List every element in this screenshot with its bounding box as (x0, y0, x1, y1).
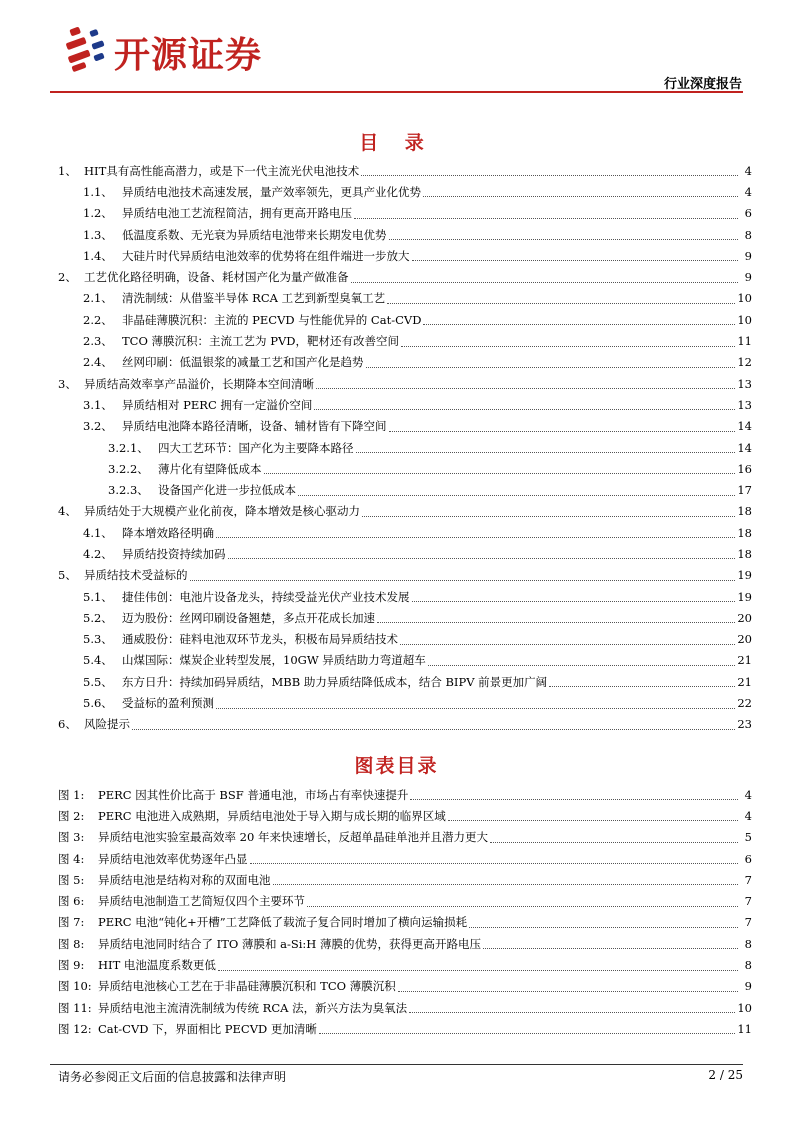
entry-number: 3.2、 (83, 419, 113, 434)
figure-entry[interactable] (58, 976, 752, 997)
toc-entry[interactable] (58, 245, 752, 266)
entry-text: 薄片化有望降低成本 (158, 461, 262, 476)
entry-text: 清洗制绒：从借鉴半导体 RCA 工艺到新型臭氧工艺 (122, 291, 386, 306)
entry-text: 异质结相对 PERC 拥有一定溢价空间 (122, 397, 313, 412)
entry-text: HIT 电池温度系数更低 (98, 958, 216, 973)
entry-page-number: 14 (737, 419, 752, 434)
entry-page-number: 22 (737, 696, 752, 711)
header-divider (50, 91, 743, 93)
dot-leader (354, 218, 738, 219)
dot-leader (401, 346, 735, 347)
figure-entry[interactable] (58, 869, 752, 890)
figure-entry[interactable] (58, 933, 752, 954)
entry-page-number: 20 (737, 632, 752, 647)
entry-number: 图 7: (58, 915, 85, 930)
dot-leader (228, 558, 736, 559)
toc-entry[interactable] (58, 352, 752, 373)
entry-number: 6、 (58, 717, 77, 732)
toc-entry[interactable] (58, 586, 752, 607)
toc-entry[interactable] (58, 607, 752, 628)
figure-entry[interactable] (58, 805, 752, 826)
figure-entry[interactable] (58, 912, 752, 933)
dot-leader (423, 196, 738, 197)
dot-leader (273, 884, 739, 885)
entry-page-number: 9 (744, 979, 752, 994)
toc-entry[interactable] (58, 224, 752, 245)
entry-text: 异质结电池实验室最高效率 20 年来快速增长，反超单晶硅单池并且潜力更大 (98, 830, 488, 845)
entry-number: 5、 (58, 568, 77, 583)
dot-leader (216, 708, 735, 709)
figure-entry[interactable] (58, 784, 752, 805)
entry-text: 异质结投资持续加码 (122, 546, 226, 561)
entry-number: 5.2、 (83, 610, 113, 625)
entry-number: 图 4: (58, 851, 85, 866)
toc-entry[interactable] (58, 671, 752, 692)
toc-entry[interactable] (58, 373, 752, 394)
toc-entry[interactable] (58, 522, 752, 543)
entry-text: 山煤国际：煤炭企业转型发展，10GW 异质结助力弯道超车 (122, 653, 426, 668)
entry-page-number: 7 (744, 872, 752, 887)
entry-number: 图 3: (58, 830, 85, 845)
toc-entry[interactable] (58, 501, 752, 522)
figure-entry[interactable] (58, 997, 752, 1018)
toc-entry[interactable] (58, 565, 752, 586)
entry-number: 1.1、 (83, 184, 113, 199)
entry-page-number: 4 (744, 808, 752, 823)
entry-number: 4、 (58, 504, 77, 519)
entry-text: 异质结技术受益标的 (84, 568, 188, 583)
entry-number: 2.1、 (83, 291, 113, 306)
dot-leader (389, 431, 736, 432)
entry-page-number: 21 (737, 674, 752, 689)
entry-page-number: 9 (744, 270, 752, 285)
figures-title: 图表目录 (354, 755, 439, 777)
entry-page-number: 19 (737, 589, 752, 604)
entry-page-number: 10 (737, 312, 752, 327)
entry-text: 异质结电池主流清洗制绒为传统 RCA 法，新兴方法为臭氧法 (98, 1000, 408, 1015)
entry-text: Cat-CVD 下，界面相比 PECVD 更加清晰 (98, 1021, 317, 1036)
entry-page-number: 7 (744, 894, 752, 909)
entry-text: 设备国产化进一步拉低成本 (158, 483, 296, 498)
toc-entry[interactable] (58, 714, 752, 735)
toc-entry[interactable] (58, 330, 752, 351)
page-header (0, 0, 793, 100)
toc-entry[interactable] (58, 650, 752, 671)
dot-leader (389, 239, 739, 240)
dot-leader (412, 260, 739, 261)
entry-number: 5.3、 (83, 632, 113, 647)
dot-leader (549, 686, 735, 687)
entry-text: 异质结处于大规模产业化前夜，降本增效是核心驱动力 (84, 504, 360, 519)
entry-page-number: 4 (744, 787, 752, 802)
entry-page-number: 18 (737, 525, 752, 540)
entry-text: 异质结电池技术高速发展，量产效率领先，更具产业化优势 (122, 184, 421, 199)
entry-number: 3.2.1、 (108, 440, 149, 455)
entry-text: 非晶硅薄膜沉积：主流的 PECVD 与性能优异的 Cat-CVD (122, 312, 422, 327)
entry-text: 异质结高效率享产品溢价，长期降本空间清晰 (84, 376, 314, 391)
dot-leader (361, 175, 738, 176)
entry-page-number: 18 (737, 546, 752, 561)
entry-page-number: 14 (737, 440, 752, 455)
entry-text: 丝网印刷：低温银浆的减量工艺和国产化是趋势 (122, 355, 364, 370)
entry-text: 异质结电池降本路径清晰，设备、辅材皆有下降空间 (122, 419, 387, 434)
entry-number: 图 5: (58, 872, 85, 887)
entry-page-number: 12 (737, 355, 752, 370)
toc-entry[interactable] (58, 394, 752, 415)
entry-page-number: 17 (737, 483, 752, 498)
dot-leader (423, 324, 735, 325)
entry-page-number: 20 (737, 610, 752, 625)
dot-leader (319, 1033, 735, 1034)
dot-leader (412, 601, 736, 602)
toc-entry[interactable] (58, 416, 752, 437)
entry-text: PERC 电池“钝化+开槽”工艺降低了载流子复合同时增加了横向运输损耗 (98, 915, 468, 930)
company-logo (64, 24, 324, 74)
dot-leader (307, 906, 738, 907)
entry-text: 异质结电池核心工艺在于非晶硅薄膜沉积和 TCO 薄膜沉积 (98, 979, 396, 994)
toc-entry[interactable] (58, 160, 752, 181)
entry-page-number: 18 (737, 504, 752, 519)
entry-page-number: 4 (744, 184, 752, 199)
entry-page-number: 8 (744, 936, 752, 951)
figures-list (58, 784, 752, 1040)
dot-leader (490, 842, 738, 843)
dot-leader (428, 665, 736, 666)
dot-leader (377, 622, 735, 623)
toc-entry[interactable] (58, 437, 752, 458)
report-type-label: 行业深度报告 (663, 77, 742, 92)
toc-entry[interactable] (58, 203, 752, 224)
toc-list (58, 160, 752, 735)
dot-leader (448, 820, 738, 821)
entry-page-number: 9 (744, 248, 752, 263)
dot-leader (132, 729, 735, 730)
dot-leader (351, 282, 739, 283)
entry-number: 4.2、 (83, 546, 113, 561)
entry-page-number: 16 (737, 461, 752, 476)
footer-disclaimer: 请务必参阅正文后面的信息披露和法律声明 (58, 1070, 287, 1084)
entry-number: 1、 (58, 163, 77, 178)
dot-leader (298, 495, 735, 496)
entry-number: 图 9: (58, 958, 85, 973)
entry-text: PERC 因其性价比高于 BSF 普通电池，市场占有率快速提升 (98, 787, 409, 802)
entry-text: 受益标的盈利预测 (122, 696, 214, 711)
entry-text: PERC 电池进入成熟期，异质结电池处于导入期与成长期的临界区域 (98, 808, 446, 823)
entry-number: 2.2、 (83, 312, 113, 327)
page-indicator: 2 / 25 (708, 1068, 743, 1082)
logo-mark-icon (64, 24, 110, 72)
entry-page-number: 10 (737, 1000, 752, 1015)
entry-number: 3.2.2、 (108, 461, 149, 476)
entry-page-number: 11 (737, 1021, 752, 1036)
entry-page-number: 11 (737, 334, 752, 349)
entry-number: 图 8: (58, 936, 85, 951)
entry-text: 风险提示 (84, 717, 130, 732)
dot-leader (362, 516, 735, 517)
entry-page-number: 4 (744, 163, 752, 178)
dot-leader (483, 948, 738, 949)
entry-page-number: 6 (744, 206, 752, 221)
dot-leader (387, 303, 735, 304)
entry-text: 迈为股份：丝网印刷设备翘楚，多点开花成长加速 (122, 610, 375, 625)
entry-text: 四大工艺环节：国产化为主要降本路径 (158, 440, 354, 455)
entry-text: 异质结电池制造工艺简短仅四个主要环节 (98, 894, 305, 909)
entry-text: 异质结电池同时结合了 ITO 薄膜和 a-Si:H 薄膜的优势，获得更高开路电压 (98, 936, 481, 951)
dot-leader (314, 409, 735, 410)
entry-text: 捷佳伟创：电池片设备龙头，持续受益光伏产业技术发展 (122, 589, 410, 604)
toc-entry[interactable] (58, 692, 752, 713)
dot-leader (264, 473, 736, 474)
dot-leader (400, 644, 735, 645)
brand-name: 开源证券 (114, 35, 263, 76)
dot-leader (356, 452, 736, 453)
entry-number: 图 2: (58, 808, 85, 823)
dot-leader (250, 863, 739, 864)
entry-number: 4.1、 (83, 525, 113, 540)
entry-page-number: 6 (744, 851, 752, 866)
entry-number: 2、 (58, 270, 77, 285)
entry-page-number: 19 (737, 568, 752, 583)
entry-text: 东方日升：持续加码异质结，MBB 助力异质结降低成本，结合 BIPV 前景更加广阔 (122, 674, 548, 689)
entry-number: 3.2.3、 (108, 483, 149, 498)
entry-page-number: 8 (744, 227, 752, 242)
entry-text: 大硅片时代异质结电池效率的优势将在组件端进一步放大 (122, 248, 410, 263)
dot-leader (216, 537, 735, 538)
entry-page-number: 21 (737, 653, 752, 668)
entry-number: 5.1、 (83, 589, 113, 604)
dot-leader (218, 970, 738, 971)
figure-entry[interactable] (58, 1018, 752, 1039)
entry-text: HIT具有高性能高潜力，或是下一代主流光伏电池技术 (84, 163, 360, 178)
toc-entry[interactable] (58, 629, 752, 650)
entry-number: 1.4、 (83, 248, 113, 263)
toc-title: 目 录 (359, 132, 434, 154)
entry-page-number: 13 (737, 376, 752, 391)
entry-number: 2.4、 (83, 355, 113, 370)
figure-entry[interactable] (58, 954, 752, 975)
entry-text: TCO 薄膜沉积：主流工艺为 PVD，靶材还有改善空间 (122, 334, 399, 349)
entry-number: 5.5、 (83, 674, 113, 689)
entry-page-number: 5 (744, 830, 752, 845)
entry-page-number: 23 (737, 717, 752, 732)
entry-page-number: 8 (744, 958, 752, 973)
entry-number: 1.2、 (83, 206, 113, 221)
figure-entry[interactable] (58, 848, 752, 869)
dot-leader (316, 388, 735, 389)
entry-page-number: 13 (737, 397, 752, 412)
entry-page-number: 7 (744, 915, 752, 930)
entry-number: 图 1: (58, 787, 85, 802)
entry-number: 图 11: (58, 1000, 92, 1015)
dot-leader (190, 580, 736, 581)
entry-number: 图 10: (58, 979, 92, 994)
entry-text: 异质结电池工艺流程简洁，拥有更高开路电压 (122, 206, 352, 221)
entry-number: 5.6、 (83, 696, 113, 711)
toc-entry[interactable] (58, 181, 752, 202)
dot-leader (469, 927, 738, 928)
entry-text: 异质结电池是结构对称的双面电池 (98, 872, 271, 887)
entry-number: 2.3、 (83, 334, 113, 349)
toc-entry[interactable] (58, 288, 752, 309)
entry-text: 异质结电池效率优势逐年凸显 (98, 851, 248, 866)
entry-text: 通威股份：硅料电池双环节龙头，积极布局异质结技术 (122, 632, 398, 647)
entry-number: 3.1、 (83, 397, 113, 412)
dot-leader (410, 799, 738, 800)
entry-number: 图 12: (58, 1021, 92, 1036)
dot-leader (398, 991, 738, 992)
dot-leader (409, 1012, 735, 1013)
toc-entry[interactable] (58, 543, 752, 564)
toc-entry[interactable] (58, 458, 752, 479)
entry-number: 5.4、 (83, 653, 113, 668)
entry-number: 图 6: (58, 894, 85, 909)
entry-number: 3、 (58, 376, 77, 391)
entry-text: 低温度系数、无光衰为异质结电池带来长期发电优势 (122, 227, 387, 242)
figure-entry[interactable] (58, 890, 752, 911)
dot-leader (366, 367, 736, 368)
toc-entry[interactable] (58, 479, 752, 500)
figure-entry[interactable] (58, 827, 752, 848)
toc-entry[interactable] (58, 309, 752, 330)
entry-text: 工艺优化路径明确，设备、耗材国产化为量产做准备 (84, 270, 349, 285)
footer-divider (50, 1064, 743, 1065)
toc-entry[interactable] (58, 266, 752, 287)
entry-number: 1.3、 (83, 227, 113, 242)
entry-page-number: 10 (737, 291, 752, 306)
entry-text: 降本增效路径明确 (122, 525, 214, 540)
